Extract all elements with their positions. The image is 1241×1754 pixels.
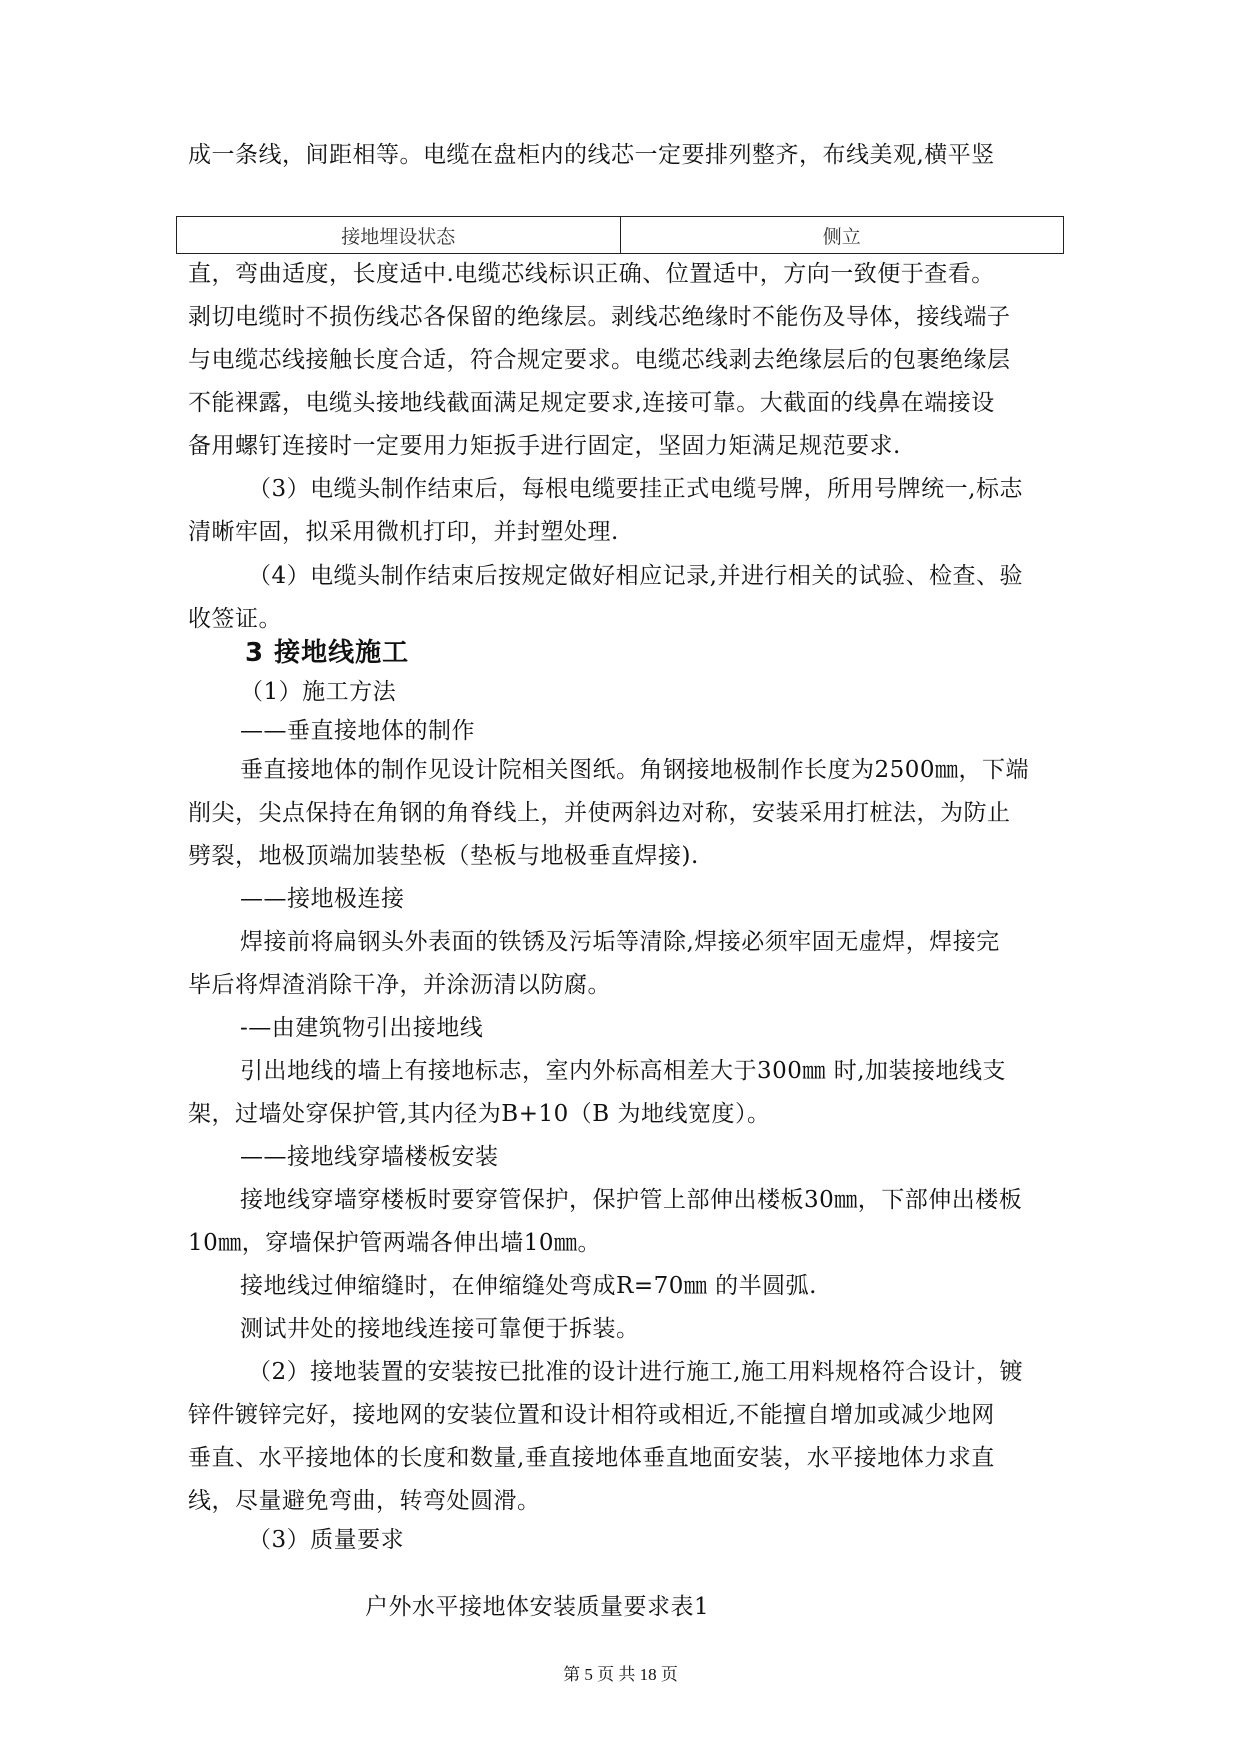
paragraph-line: 收签证。 [188,606,282,632]
subsection-label: （3）质量要求 [248,1527,405,1553]
section-heading: 3 接地线施工 [245,638,410,668]
paragraph-line: 焊接前将扁钢头外表面的铁锈及污垢等清除,焊接必须牢固无虚焊，焊接完 [240,929,1000,955]
paragraph-line: 10㎜，穿墙保护管两端各伸出墙10㎜。 [188,1230,602,1256]
list-item-4: （4）电缆头制作结束后按规定做好相应记录,并进行相关的试验、检查、验 [248,563,1023,589]
paragraph-line: 架，过墙处穿保护管,其内径为B+10（B 为地线宽度）。 [188,1101,771,1127]
subsection-title: ——接地线穿墙楼板安装 [240,1144,499,1170]
table-row [176,216,1064,254]
paragraph-line: 垂直、水平接地体的长度和数量,垂直接地体垂直地面安装，水平接地体力求直 [188,1445,995,1471]
paragraph-line: 接地线穿墙穿楼板时要穿管保护，保护管上部伸出楼板30㎜，下部伸出楼板 [240,1187,1023,1213]
table-cell-side-standing: 侧立 [620,217,1064,253]
table-cell-grounding-state: 接地埋设状态 [341,225,456,248]
table-caption: 户外水平接地体安装质量要求表1 [365,1594,710,1620]
list-item-3: （3）电缆头制作结束后，每根电缆要挂正式电缆号牌，所用号牌统一,标志 [248,476,1023,502]
paragraph-line: 垂直接地体的制作见设计院相关图纸。角钢接地极制作长度为2500㎜，下端 [240,757,1030,783]
paragraph-line: 备用螺钉连接时一定要用力矩扳手进行固定，坚固力矩满足规范要求. [188,433,901,459]
paragraph-line: 锌件镀锌完好，接地网的安装位置和设计相符或相近,不能擅自增加或减少地网 [188,1402,995,1428]
paragraph-line: 成一条线，间距相等。电缆在盘柜内的线芯一定要排列整齐，布线美观,横平竖 [188,142,995,168]
page-footer: 第 5 页 共 18 页 [563,1665,678,1684]
paragraph-line: 引出地线的墙上有接地标志，室内外标高相差大于300㎜ 时,加装接地线支 [240,1058,1007,1084]
paragraph-line: 线，尽量避免弯曲，转弯处圆滑。 [188,1488,541,1514]
paragraph-line: 毕后将焊渣消除干净，并涂沥清以防腐。 [188,972,611,998]
paragraph-line: 直，弯曲适度，长度适中.电缆芯线标识正确、位置适中，方向一致便于查看。 [188,261,995,287]
paragraph-line: 劈裂，地极顶端加装垫板（垫板与地极垂直焊接). [188,843,699,869]
paragraph-line: 与电缆芯线接触长度合适，符合规定要求。电缆芯线剥去绝缘层后的包裹绝缘层 [188,347,1011,373]
paragraph-line: 测试井处的接地线连接可靠便于拆装。 [240,1316,640,1342]
list-item-2: （2）接地装置的安装按已批准的设计进行施工,施工用料规格符合设计，镀 [248,1359,1023,1385]
paragraph-line: 剥切电缆时不损伤线芯各保留的绝缘层。剥线芯绝缘时不能伤及导体，接线端子 [188,304,1011,330]
subsection-title: ——垂直接地体的制作 [240,718,475,744]
paragraph-line: 接地线过伸缩缝时，在伸缩缝处弯成R=70㎜ 的半圆弧. [240,1273,817,1299]
subsection-title: ——接地极连接 [240,886,405,912]
subsection-title: -—由建筑物引出接地线 [240,1015,484,1041]
paragraph-line: 不能裸露，电缆头接地线截面满足规定要求,连接可靠。大截面的线鼻在端接设 [188,390,995,416]
subsection-label: （1）施工方法 [240,679,397,705]
paragraph-line: 削尖，尖点保持在角钢的角脊线上，并使两斜边对称，安装采用打桩法，为防止 [188,800,1011,826]
paragraph-line: 清晰牢固，拟采用微机打印，并封塑处理. [188,519,619,545]
